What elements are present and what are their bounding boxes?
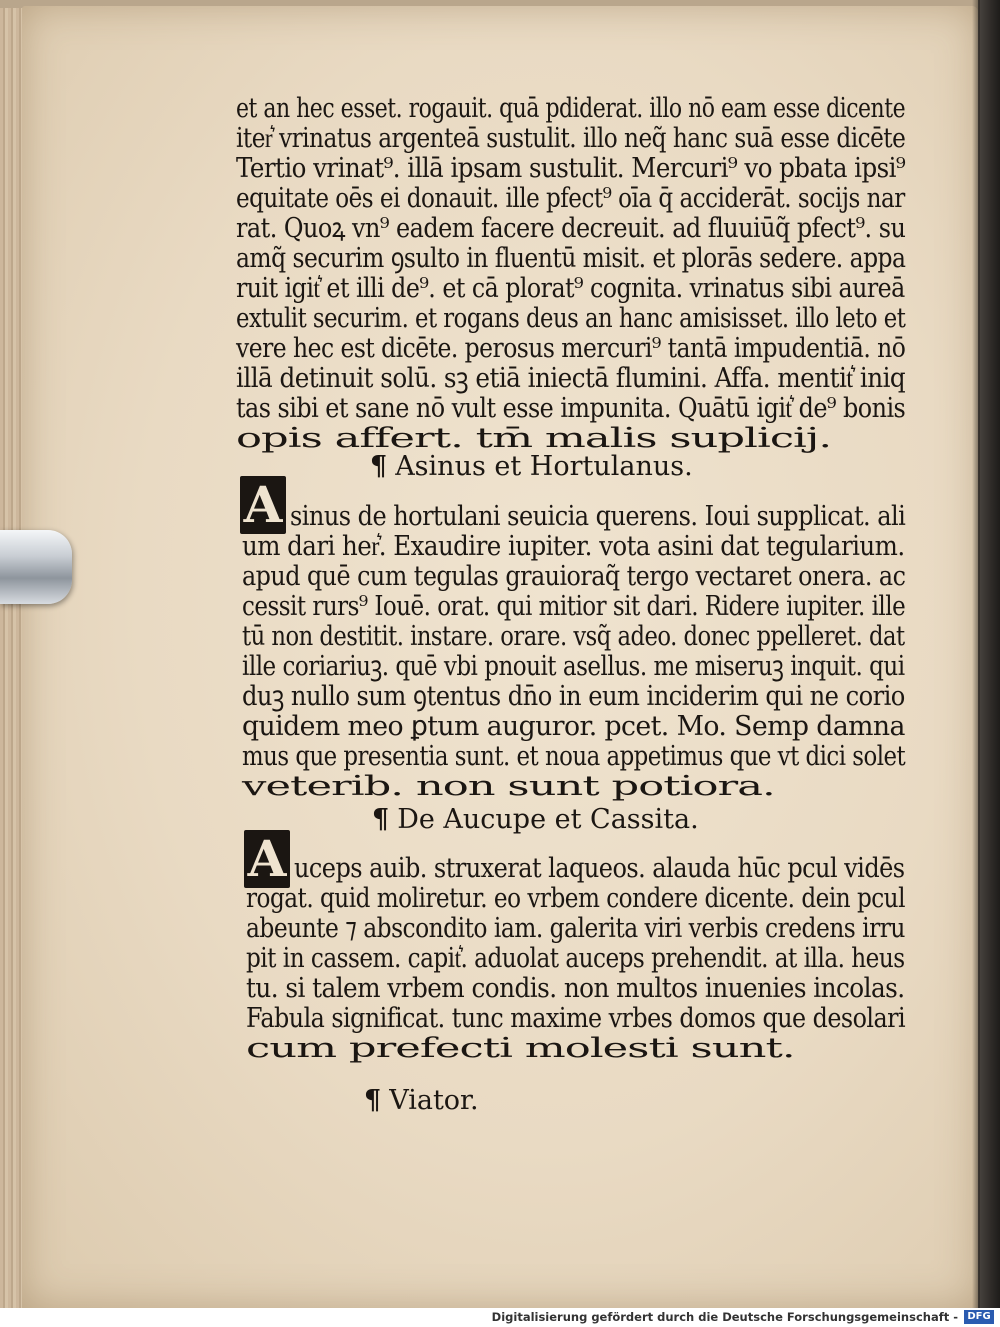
pilcrow-icon: ¶: [372, 804, 390, 835]
text-line: mus que presentia sunt. et noua appetimus que vt dici solet: [242, 741, 906, 772]
fable-heading: [364, 1086, 479, 1116]
fable-heading: [372, 805, 699, 835]
text-line: Fabula significat. tunc maxime vrbes domos que desolari: [246, 1003, 906, 1034]
text-line: um dari her͛. Exaudire iupiter. vota asini dat tegularium.: [242, 531, 905, 562]
text-line: uceps auib. struxerat laqueos. alauda hūc pcul vidēs: [294, 853, 905, 884]
dfg-logo: DFG: [964, 1310, 994, 1324]
text-line: abeunte ⁊ abscondito iam. galerita viri verbis credens irru: [246, 913, 905, 944]
text-line: equitate oēs ei donauit. ille pfect⁹ oīa q̄ acciderāt. socijs nar: [236, 183, 905, 214]
pilcrow-icon: ¶: [364, 1085, 382, 1116]
text-line: rat. Quoꝝ vn⁹ eadem facere decreuit. ad fluuiūq̃ pfect⁹. su: [236, 213, 906, 244]
decorated-initial: A: [244, 830, 290, 888]
fable-heading: [370, 452, 693, 482]
text-line: cessit rurs⁹ Iouē. orat. qui mitior sit dari. Ridere iupiter. ille: [242, 591, 906, 622]
text-line: extulit securim. et rogans deus an hanc amisisset. illo leto et: [236, 303, 906, 334]
heading-text: Asinus et Hortulanus.: [395, 451, 693, 482]
text-line: sinus de hortulani seuicia querens. Ioui supplicat. ali: [290, 501, 906, 532]
text-line: opis affert. tm̄ malis suplicij.: [236, 423, 832, 454]
text-line: quidem meo ꝑtum auguror. pcet. Mo. Semp damna: [242, 711, 905, 742]
text-line: rogat. quid moliretur. eo vrbem condere dicente. dein pcul: [246, 883, 905, 914]
pilcrow-icon: ¶: [370, 451, 388, 482]
text-line: pit in cassem. capit͛. aduolat auceps prehendit. at illa. heus: [246, 943, 905, 974]
text-line: iter͛ vrinatus argenteā sustulit. illo neq̃ hanc suā esse dicēte: [236, 123, 906, 154]
text-line: et an hec esset. rogauit. quā pdiderat. illo nō eam esse dicente: [236, 93, 906, 124]
text-line: duꝫ nullo sum ꝯtentus dn̄o in eum inciderim qui ne corio: [242, 681, 905, 712]
text-line: ille coriariuꝫ. quē vbi pnouit asellus. me miseruꝫ inquit. qui: [242, 651, 905, 682]
heading-text: De Aucupe et Cassita.: [397, 804, 699, 835]
page-clip: [0, 530, 72, 604]
text-line: apud quē cum tegulas grauioraq̃ tergo vectaret onera. ac: [242, 561, 906, 592]
text-line: ruit igit͛ et illi de⁹. et cā plorat⁹ cognita. vrinatus sibi aureā: [236, 273, 905, 304]
text-line: cum prefecti molesti sunt.: [246, 1033, 795, 1064]
text-line: tu. si talem vrbem condis. non multos inuenies incolas.: [246, 973, 905, 1004]
footer-bar: [0, 1308, 1000, 1327]
heading-text: Viator.: [389, 1085, 479, 1116]
decorated-initial: A: [240, 476, 286, 534]
funding-credit: Digitalisierung gefördert durch die Deutsche Forschungsgemeinschaft -: [491, 1310, 958, 1324]
book-cover-edge: [978, 0, 1000, 1308]
text-line: veterib. non sunt potiora.: [242, 771, 775, 802]
text-line: vere hec est dicēte. perosus mercuri⁹ tantā impudentiā. nō: [236, 333, 906, 364]
text-line: amq̃ securim ꝯsulto in fluentū misit. et plorās sedere. appa: [236, 243, 906, 274]
text-line: illā detinuit solū. sꝫ etiā iniectā flumini. Affa. mentit͛ iniq: [236, 363, 906, 394]
text-line: tas sibi et sane nō vult esse impunita. Quātū igit͛ de⁹ bonis: [236, 393, 906, 424]
text-line: tū non destitit. instare. orare. vsq̃ adeo. donec ppelleret. dat: [242, 621, 905, 652]
text-line: Tertio vrinat⁹. illā ipsam sustulit. Mercuri⁹ vo pbata ipsi⁹: [236, 153, 906, 184]
